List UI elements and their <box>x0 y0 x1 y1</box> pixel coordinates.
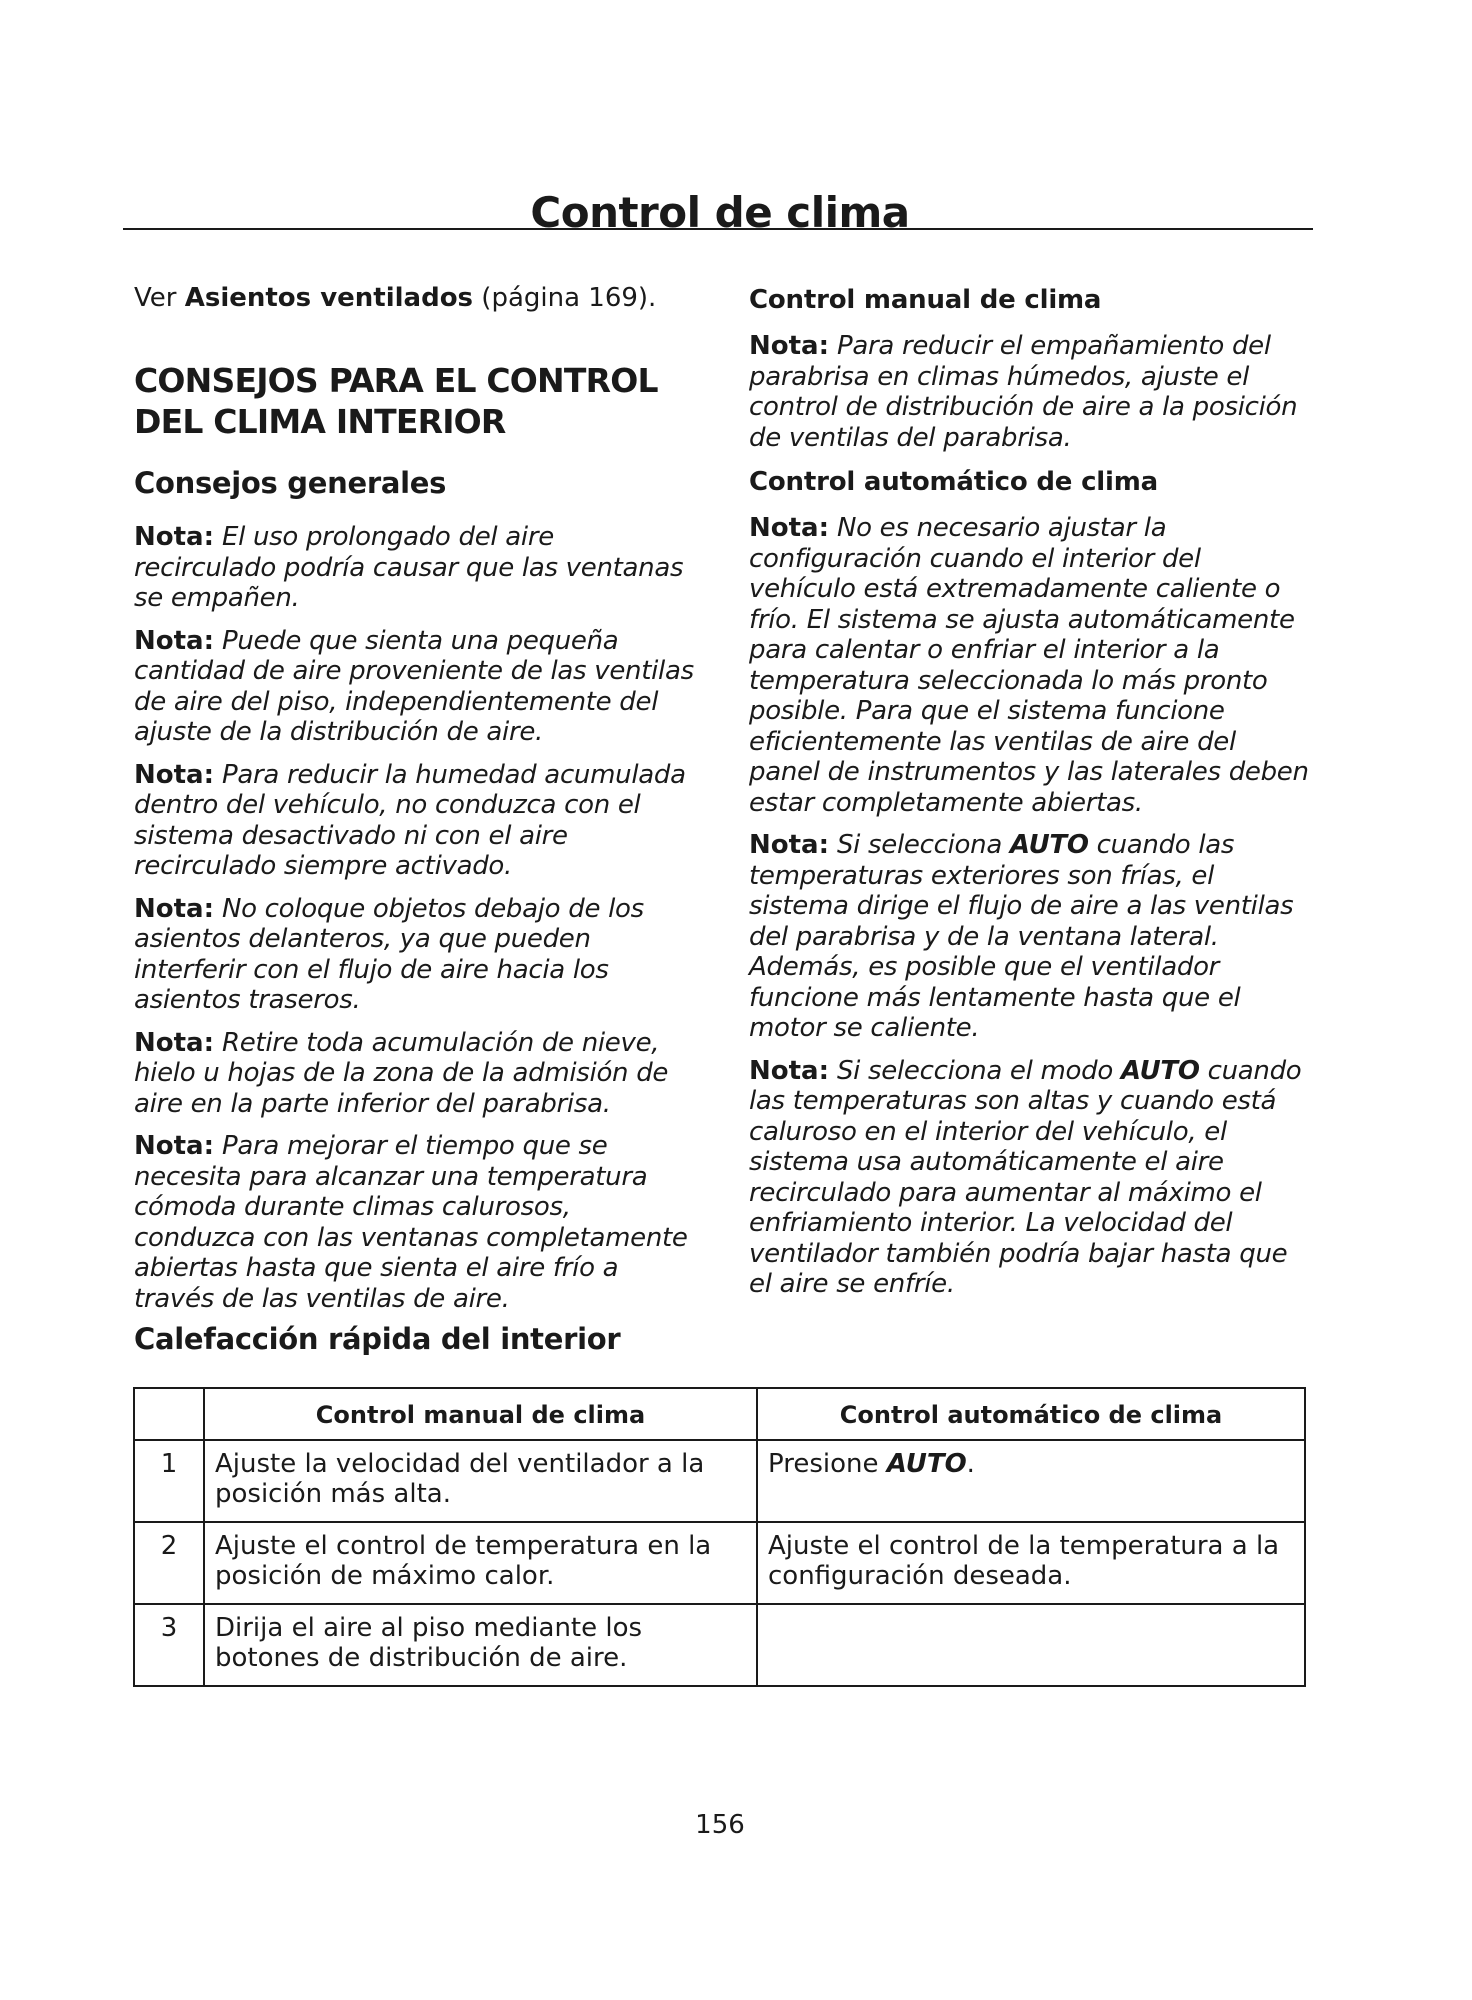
manual-step: Ajuste la velocidad del ventilador a la posición más alta. <box>204 1440 757 1522</box>
note-label: Nota: <box>134 759 214 790</box>
see-suffix: (página 169). <box>473 283 657 313</box>
see-prefix: Ver <box>134 283 185 313</box>
auto-step-text: . <box>966 1449 975 1479</box>
note-label: Nota: <box>749 331 829 361</box>
table-header-manual: Control manual de clima <box>204 1388 757 1440</box>
note-3 <box>134 760 694 882</box>
note-text: cuando las temperaturas exteriores son frías, el sistema dirige el flujo de aire a las ventilas del parabrisa y de la ventana lateral. Además, es posible que el ventilador funcione más lentamente hasta que el motor se caliente. <box>749 830 1294 1043</box>
manual-step: Ajuste el control de temperatura en la posición de máximo calor. <box>204 1522 757 1604</box>
manual-step: Dirija el aire al piso mediante los botones de distribución de aire. <box>204 1604 757 1686</box>
table-row <box>134 1604 1305 1686</box>
auto-step <box>757 1440 1305 1522</box>
page-number: 156 <box>695 1810 745 1840</box>
auto-note-1 <box>749 513 1314 818</box>
note-label: Nota: <box>749 1055 829 1086</box>
note-6 <box>134 1131 694 1314</box>
note-text: El uso prolongado del aire recirculado podría causar que las ventanas se empañen. <box>134 522 684 613</box>
note-1 <box>134 522 694 614</box>
auto-keyword: AUTO <box>886 1449 967 1479</box>
note-label: Nota: <box>749 513 829 543</box>
note-text: Retire toda acumulación de nieve, hielo u hojas de la zona de la admisión de aire en la parte inferior del parabrisa. <box>134 1027 669 1119</box>
note-4 <box>134 894 694 1016</box>
auto-control-heading: Control automático de clima <box>749 467 1158 497</box>
manual-control-heading: Control manual de clima <box>749 285 1102 315</box>
general-tips-heading: Consejos generales <box>134 466 447 500</box>
note-text: Para reducir el empañamiento del parabrisa en climas húmedos, ajuste el control de distribución de aire a la posición de ventilas del parabrisa. <box>749 331 1298 453</box>
left-column <box>134 283 694 1326</box>
note-text: cuando las temperaturas son altas y cuando está caluroso en el interior del vehículo, el sistema usa automáticamente el aire recirculado para aumentar al máximo el enfriamiento interior. La velocidad del ventilador también podría bajar hasta que el aire se enfríe. <box>749 1055 1302 1299</box>
note-text: Puede que sienta una pequeña cantidad de aire proveniente de las ventilas de aire del piso, independientemente del ajuste de la distribución de aire. <box>134 625 694 747</box>
note-text: No es necesario ajustar la configuración cuando el interior del vehículo está extremadamente caliente o frío. El sistema se ajusta automáticamente para calentar o enfriar el interior a la temperatura seleccionada lo más pronto posible. Para que el sistema funcione eficientemente las ventilas de aire del panel de instrumentos y las laterales deben estar completamente abiertas. <box>749 513 1309 818</box>
note-text: Para reducir la humedad acumulada dentro del vehículo, no conduzca con el sistema desactivado ni con el aire recirculado siempre activado. <box>134 759 686 881</box>
quick-heating-table <box>133 1387 1306 1687</box>
row-number: 2 <box>134 1522 204 1604</box>
note-2 <box>134 626 694 748</box>
note-label: Nota: <box>749 830 829 860</box>
note-label: Nota: <box>134 522 214 552</box>
auto-step <box>757 1604 1305 1686</box>
auto-keyword: AUTO <box>1009 830 1089 860</box>
auto-step-text: Presione <box>768 1449 887 1479</box>
note-label: Nota: <box>134 1131 214 1161</box>
table-header-auto: Control automático de clima <box>757 1388 1305 1440</box>
table-header-row <box>134 1388 1305 1440</box>
see-reference <box>134 283 694 314</box>
note-5 <box>134 1028 694 1120</box>
auto-step-text: Ajuste el control de la temperatura a la configuración deseada. <box>768 1531 1280 1591</box>
note-label: Nota: <box>134 1027 214 1058</box>
see-reference-link[interactable]: Asientos ventilados <box>184 283 474 313</box>
note-label: Nota: <box>134 893 214 924</box>
table-row <box>134 1522 1305 1604</box>
note-text: Si selecciona el modo <box>829 1055 1121 1086</box>
auto-keyword: AUTO <box>1120 1055 1200 1086</box>
row-number: 1 <box>134 1440 204 1522</box>
note-text: Si selecciona <box>829 830 1010 860</box>
table-row <box>134 1440 1305 1522</box>
manual-note <box>749 331 1314 453</box>
right-column <box>749 283 1314 1312</box>
auto-step <box>757 1522 1305 1604</box>
quick-heating-heading: Calefacción rápida del interior <box>134 1322 621 1356</box>
page-title: Control de clima <box>530 188 910 238</box>
note-text: Para mejorar el tiempo que se necesita para alcanzar una temperatura cómoda durante climas calurosos, conduzca con las ventanas completamente abiertas hasta que sienta el aire frío a través de las ventilas de aire. <box>134 1131 688 1314</box>
note-label: Nota: <box>134 625 214 656</box>
title-divider <box>123 228 1313 230</box>
table-header-num <box>134 1388 204 1440</box>
row-number: 3 <box>134 1604 204 1686</box>
main-heading: CONSEJOS PARA EL CONTROL DEL CLIMA INTERIOR <box>134 361 658 441</box>
note-text: No coloque objetos debajo de los asientos delanteros, ya que pueden interferir con el flujo de aire hacia los asientos traseros. <box>134 893 644 1015</box>
auto-note-3 <box>749 1056 1314 1300</box>
auto-note-2 <box>749 830 1314 1044</box>
